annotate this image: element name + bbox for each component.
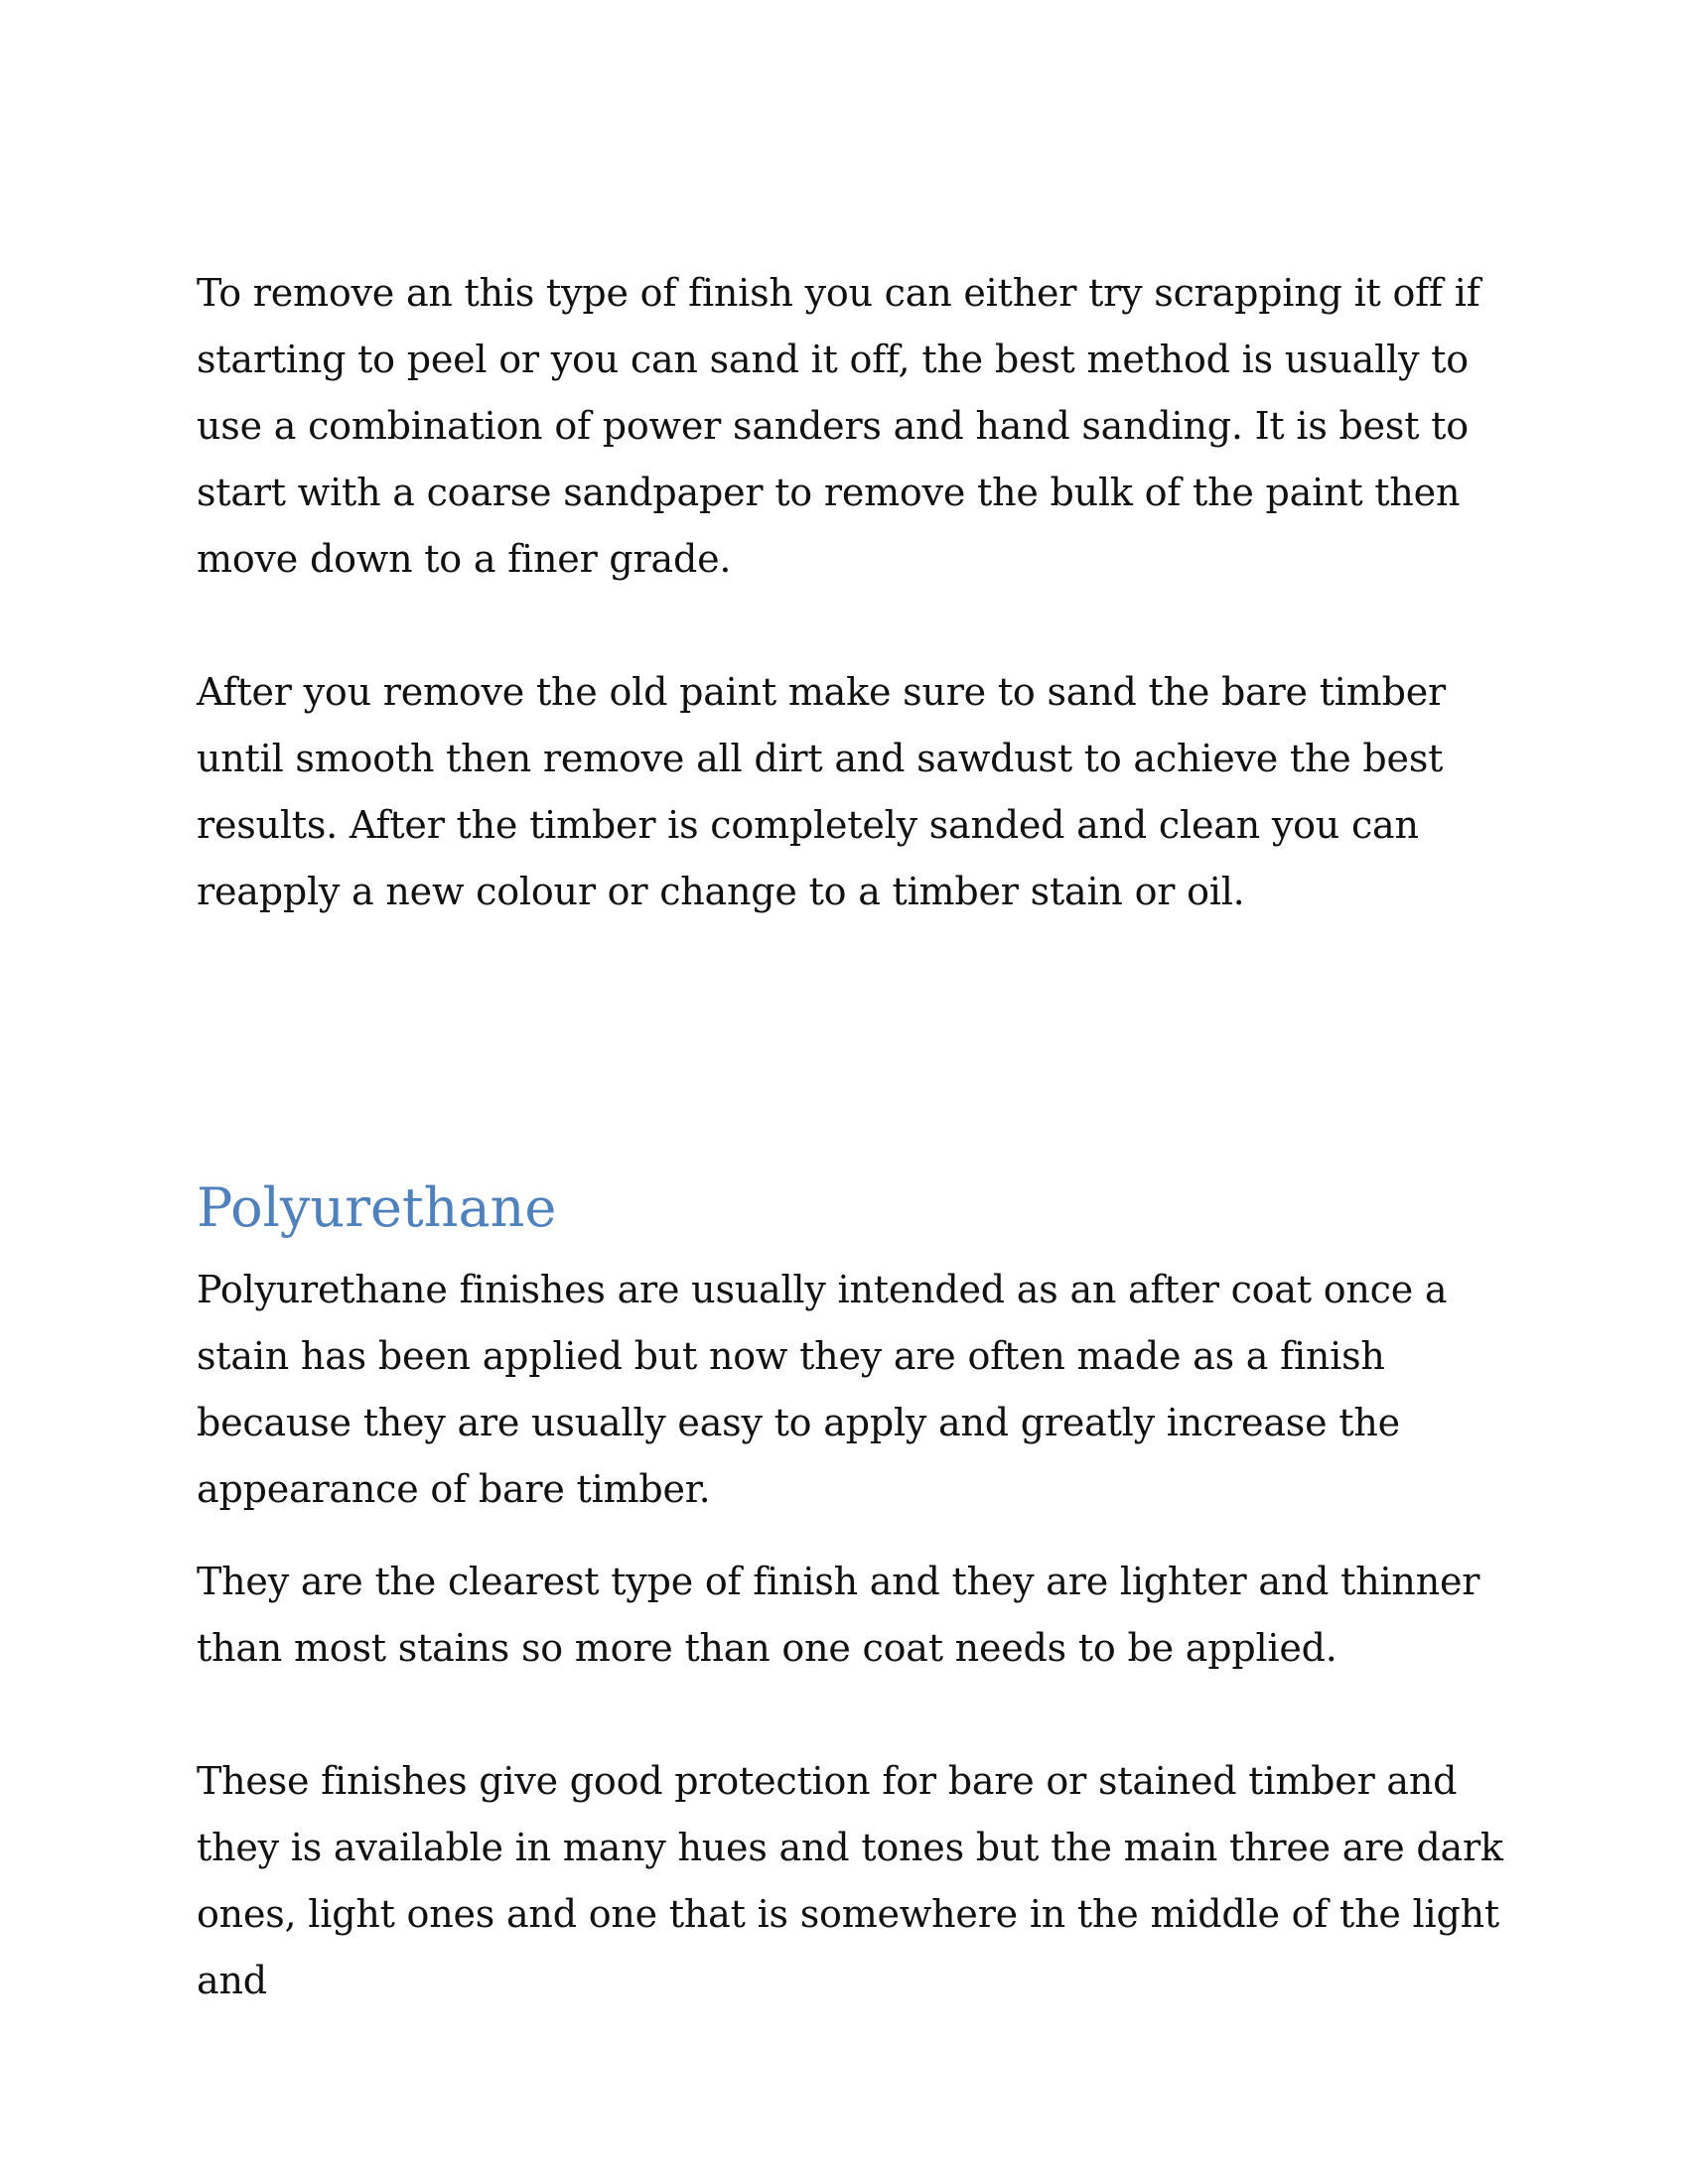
paragraph-after-removal: After you remove the old paint make sure to sand the bare timber until smooth then remove all dirt and sawdust to achieve the best results. After the timber is completely sanded and clean you can reapply a new colour or change to a timber stain or oil. xyxy=(197,670,1446,913)
section-heading-polyurethane: Polyurethane xyxy=(197,1176,557,1239)
paragraph-protection: These finishes give good protection for bare or stained timber and they is available in many hues and tones but the main three are dark ones, light ones and one that is somewhere in the middle of the light and xyxy=(197,1759,1503,2002)
paragraph-clearest-finish: They are the clearest type of finish and they are lighter and thinner than most stains so more than one coat needs to be applied. xyxy=(197,1560,1480,1670)
paragraph-remove-finish: To remove an this type of finish you can either try scrapping it off if starting to peel or you can sand it off, the best method is usually to use a combination of power sanders and hand sanding. It is best to start with a coarse sandpaper to remove the bulk of the paint then move down to a finer grade. xyxy=(197,271,1480,581)
paragraph-polyurethane-intro: Polyurethane finishes are usually intended as an after coat once a stain has been applied but now they are often made as a finish because they are usually easy to apply and greatly increase the appearance of bare timber. xyxy=(197,1268,1448,1511)
